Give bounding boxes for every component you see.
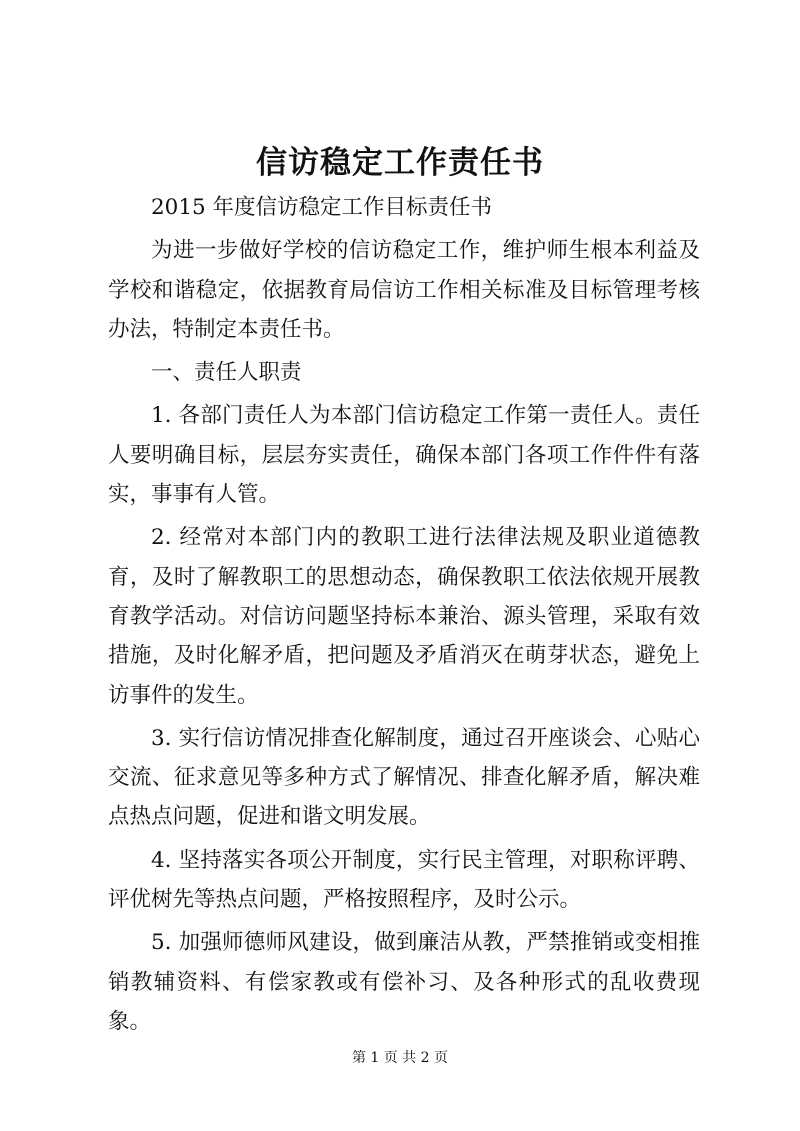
clause-2-paragraph: 2. 经常对本部门内的教职工进行法律法规及职业道德教育，及时了解教职工的思想动态，确保教职工依法依规开展教育教学活动。对信访问题坚持标本兼治、源头管理，采取有效措施，及时化解矛盾，把问题及矛盾消灭在萌芽状态，避免上访事件的发生。 [108,525,700,708]
clause-1-paragraph: 1. 各部门责任人为本部门信访稳定工作第一责任人。责任人要明确目标，层层夯实责任，确保本部门各项工作件件有落实，事事有人管。 [108,403,700,508]
document-title: 信访稳定工作责任书 [256,145,544,181]
section-heading: 一、责任人职责 [151,360,302,386]
document-body [108,188,700,1045]
page-footer: 第 1 页 共 2 页 [351,1050,449,1066]
clause-3-paragraph: 3. 实行信访情况排查化解制度，通过召开座谈会、心贴心交流、征求意见等多种方式了解情况、排查化解矛盾，解决难点热点问题，促进和谐文明发展。 [108,725,700,830]
subtitle-paragraph: 2015 年度信访稳定工作目标责任书 [151,195,493,220]
clause-5-paragraph: 5. 加强师德师风建设，做到廉洁从教，严禁推销或变相推销教辅资料、有偿家教或有偿补习、及各种形式的乱收费现象。 [108,930,700,1034]
intro-paragraph: 为进一步做好学校的信访稳定工作，维护师生根本利益及学校和谐稳定，依据教育局信访工作相关标准及目标管理考核办法，特制定本责任书。 [108,238,700,342]
clause-4-paragraph: 4. 坚持落实各项公开制度，实行民主管理，对职称评聘、评优树先等热点问题，严格按照程序，及时公示。 [108,847,700,913]
